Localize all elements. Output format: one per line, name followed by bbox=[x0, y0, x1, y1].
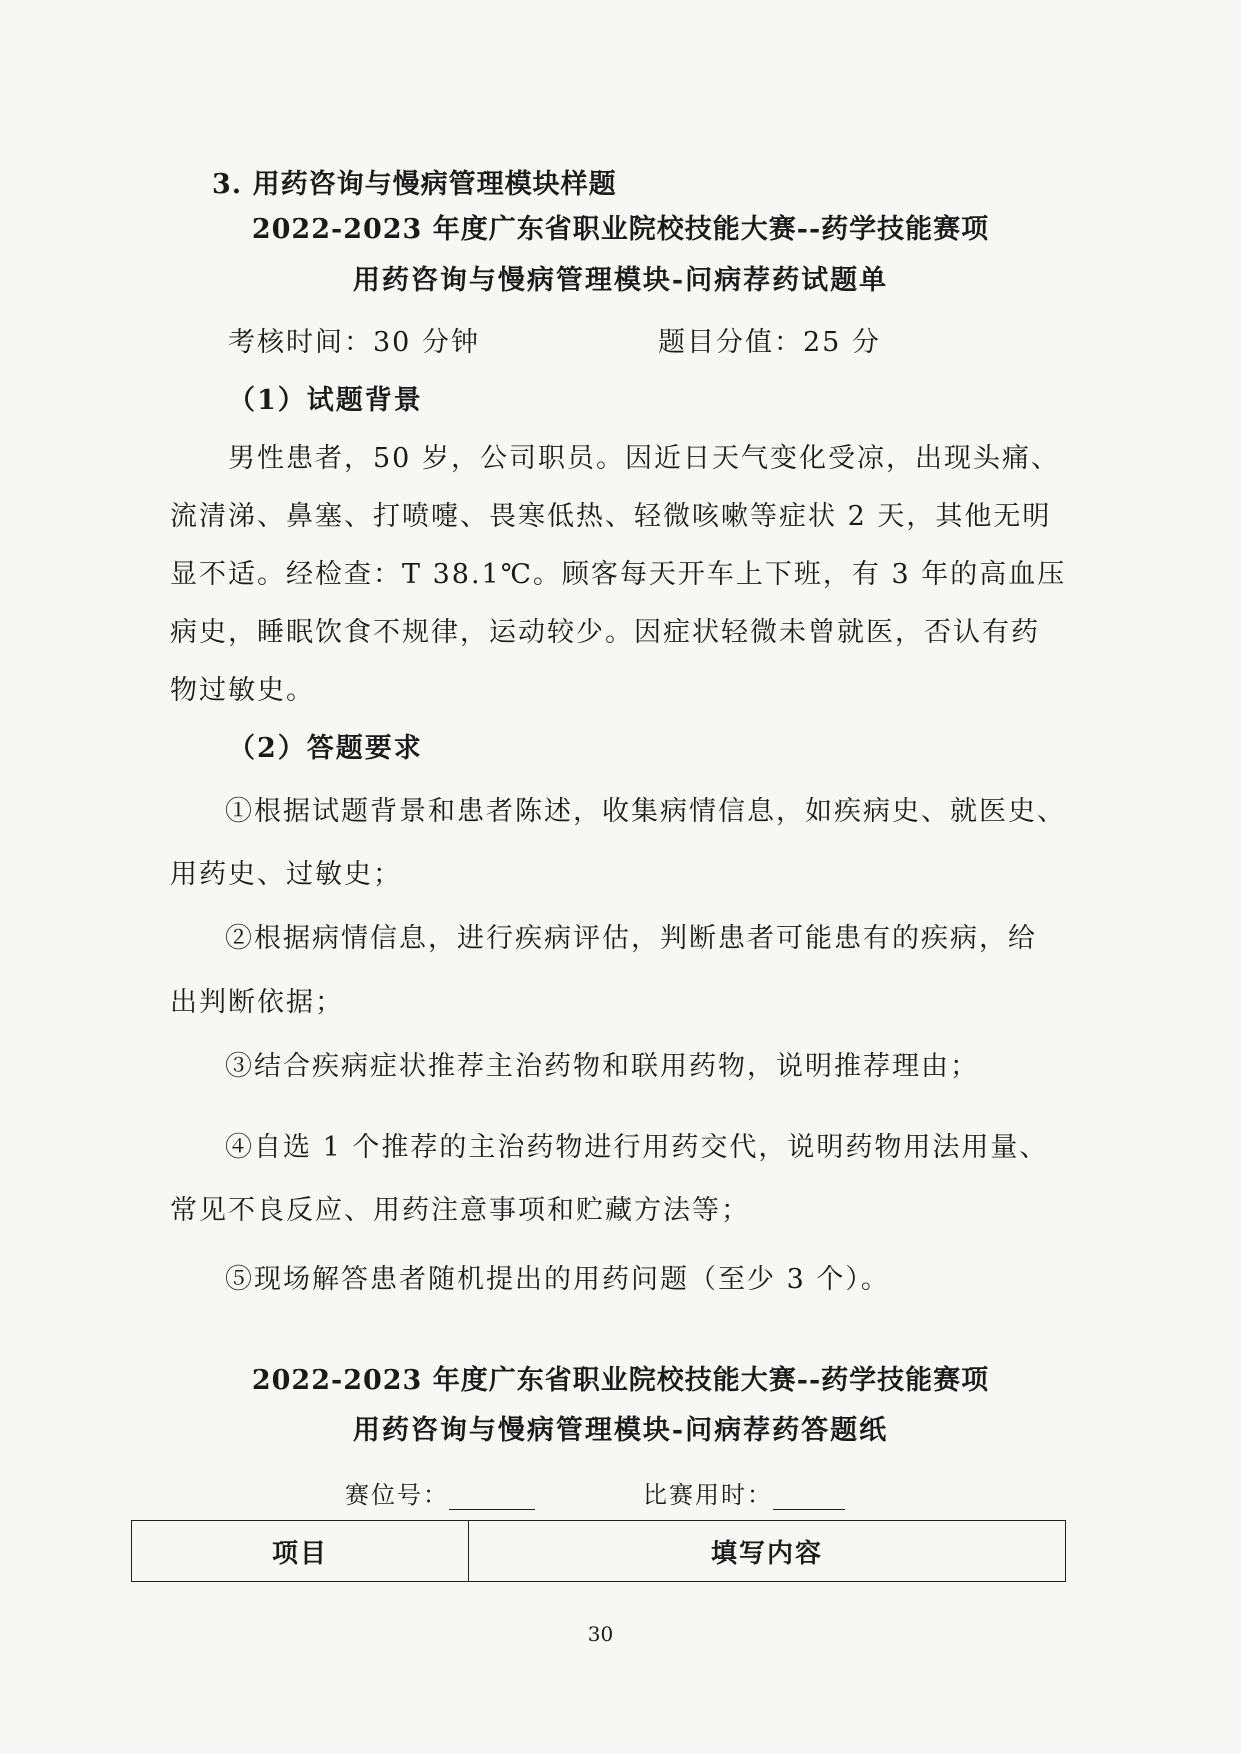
exam-score-label: 题目分值：25 分 bbox=[658, 327, 881, 358]
requirement-line: 用药史、过敏史； bbox=[170, 859, 402, 890]
exam-title-line2: 用药咨询与慢病管理模块-问病荐药试题单 bbox=[352, 265, 889, 296]
requirement-line: 出判断依据； bbox=[170, 987, 344, 1018]
answer-title-line1: 2022-2023 年度广东省职业院校技能大赛--药学技能赛项 bbox=[251, 1365, 990, 1396]
page-number: 30 bbox=[587, 1622, 614, 1646]
background-line: 物过敏史。 bbox=[170, 675, 315, 706]
background-line: 流清涕、鼻塞、打喷嚏、畏寒低热、轻微咳嗽等症状 2 天，其他无明 bbox=[170, 501, 1052, 532]
time-used-blank[interactable] bbox=[773, 1485, 845, 1510]
requirement-line: ③结合疾病症状推荐主治药物和联用药物，说明推荐理由； bbox=[225, 1051, 979, 1082]
requirement-line: ①根据试题背景和患者陈述，收集病情信息，如疾病史、就医史、 bbox=[225, 796, 1066, 827]
seat-number-field bbox=[345, 1475, 535, 1510]
time-used-label: 比赛用时： bbox=[643, 1481, 773, 1509]
time-used-field bbox=[643, 1475, 845, 1510]
requirement-line: ②根据病情信息，进行疾病评估，判断患者可能患有的疾病，给 bbox=[225, 923, 1037, 954]
exam-time-label: 考核时间：30 分钟 bbox=[228, 327, 480, 358]
answer-title-line2: 用药咨询与慢病管理模块-问病荐药答题纸 bbox=[352, 1415, 889, 1446]
background-heading: （1）试题背景 bbox=[228, 385, 423, 416]
section-heading: 3. 用药咨询与慢病管理模块样题 bbox=[212, 169, 617, 200]
requirements-heading: （2）答题要求 bbox=[228, 733, 423, 764]
background-line: 男性患者，50 岁，公司职员。因近日天气变化受凉，出现头痛、 bbox=[228, 443, 1060, 474]
requirement-line: 常见不良反应、用药注意事项和贮藏方法等； bbox=[170, 1195, 750, 1226]
requirement-line: ④自选 1 个推荐的主治药物进行用药交代，说明药物用法用量、 bbox=[225, 1132, 1049, 1163]
exam-title-line1: 2022-2023 年度广东省职业院校技能大赛--药学技能赛项 bbox=[251, 214, 990, 245]
table-header-content: 填写内容 bbox=[469, 1521, 1066, 1582]
requirement-line: ⑤现场解答患者随机提出的用药问题（至少 3 个）。 bbox=[225, 1264, 890, 1295]
background-line: 显不适。经检查：T 38.1℃。顾客每天开车上下班，有 3 年的高血压 bbox=[170, 559, 1067, 590]
seat-number-blank[interactable] bbox=[449, 1485, 535, 1510]
background-line: 病史，睡眠饮食不规律，运动较少。因症状轻微未曾就医，否认有药 bbox=[170, 617, 1040, 648]
answer-table bbox=[131, 1520, 1066, 1582]
table-header-row bbox=[132, 1521, 1066, 1582]
seat-number-label: 赛位号： bbox=[345, 1481, 449, 1509]
table-header-item: 项目 bbox=[132, 1521, 469, 1582]
